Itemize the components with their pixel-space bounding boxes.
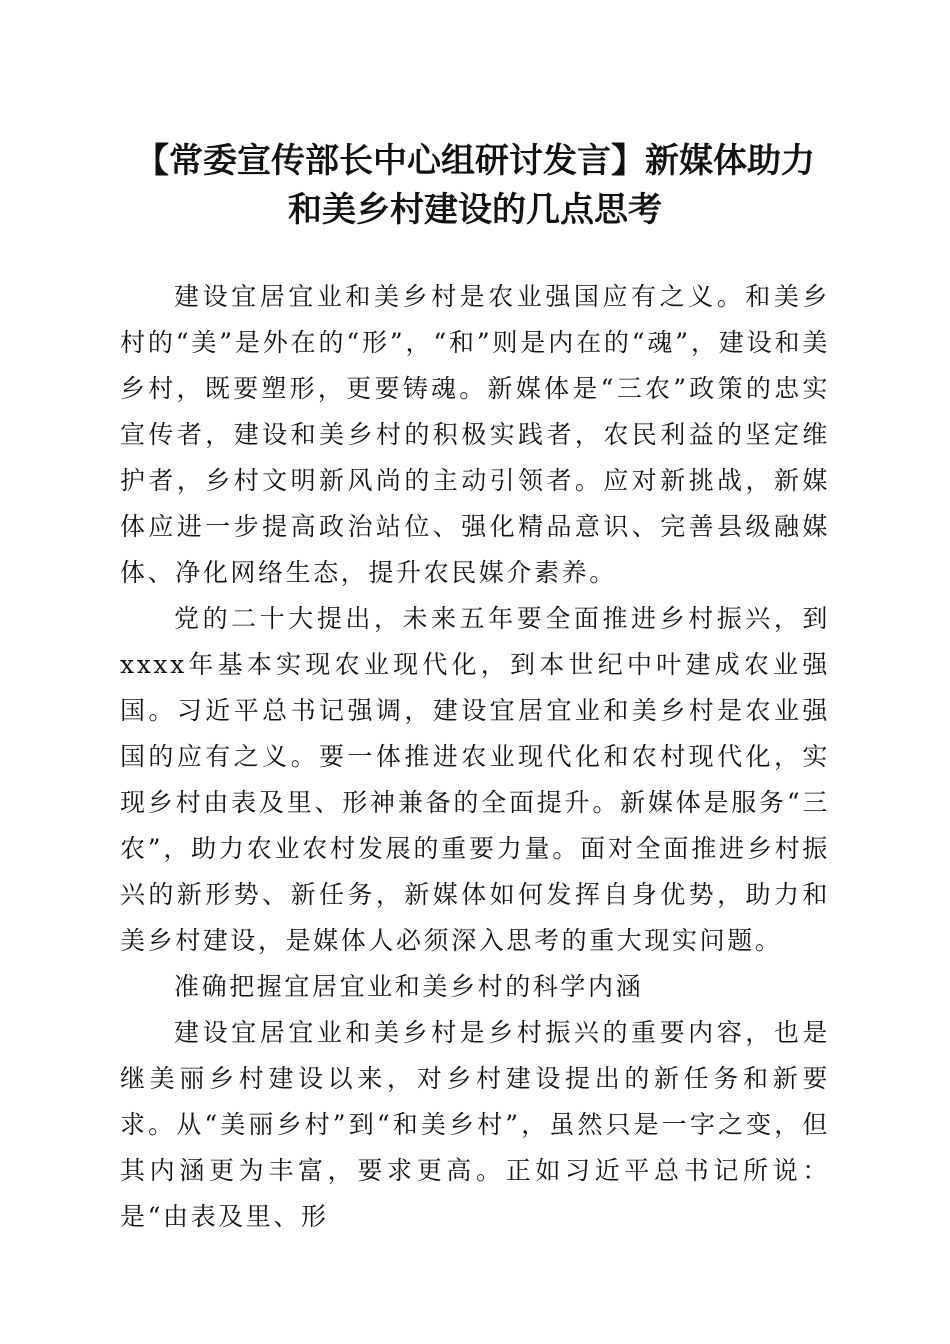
section-heading: 准确把握宜居宜业和美乡村的科学内涵 [174, 972, 644, 1001]
section-paragraph: 建设宜居宜业和美乡村是乡村振兴的重要内容，也是继美丽乡村建设以来，对乡村建设提出的新任务和新要求。从“美丽乡村”到“和美乡村”，虽然只是一字之变，但其内涵更为丰富，要求更高。正如习近平总书记所说：是“由表及里、形 [120, 1018, 830, 1231]
document-title-line-1: 【常委宣传部长中心组研讨发言】新媒体助力 [135, 141, 815, 181]
body-paragraph-1: 建设宜居宜业和美乡村是农业强国应有之义。和美乡村的“美”是外在的“形”，“和”则是内在的“魂”，建设和美乡村，既要塑形，更要铸魂。新媒体是“三农”政策的忠实宣传者，建设和美乡村的积极实践者，农民利益的坚定维护者，乡村文明新风尚的主动引领者。应对新挑战，新媒体应进一步提高政治站位、强化精品意识、完善县级融媒体、净化网络生态，提升农民媒介素养。 [120, 282, 830, 587]
document-body [120, 274, 830, 1240]
body-paragraph-2: 党的二十大提出，未来五年要全面推进乡村振兴，到xxxx年基本实现农业现代化，到本世纪中叶建成农业强国。习近平总书记强调，建设宜居宜业和美乡村是农业强国的应有之义。要一体推进农业现代化和农村现代化，实现乡村由表及里、形神兼备的全面提升。新媒体是服务“三农”，助力农业农村发展的重要力量。面对全面推进乡村振兴的新形势、新任务，新媒体如何发挥自身优势，助力和美乡村建设，是媒体人必须深入思考的重大现实问题。 [120, 604, 830, 955]
document-title-line-2: 和美乡村建设的几点思考 [288, 190, 662, 230]
